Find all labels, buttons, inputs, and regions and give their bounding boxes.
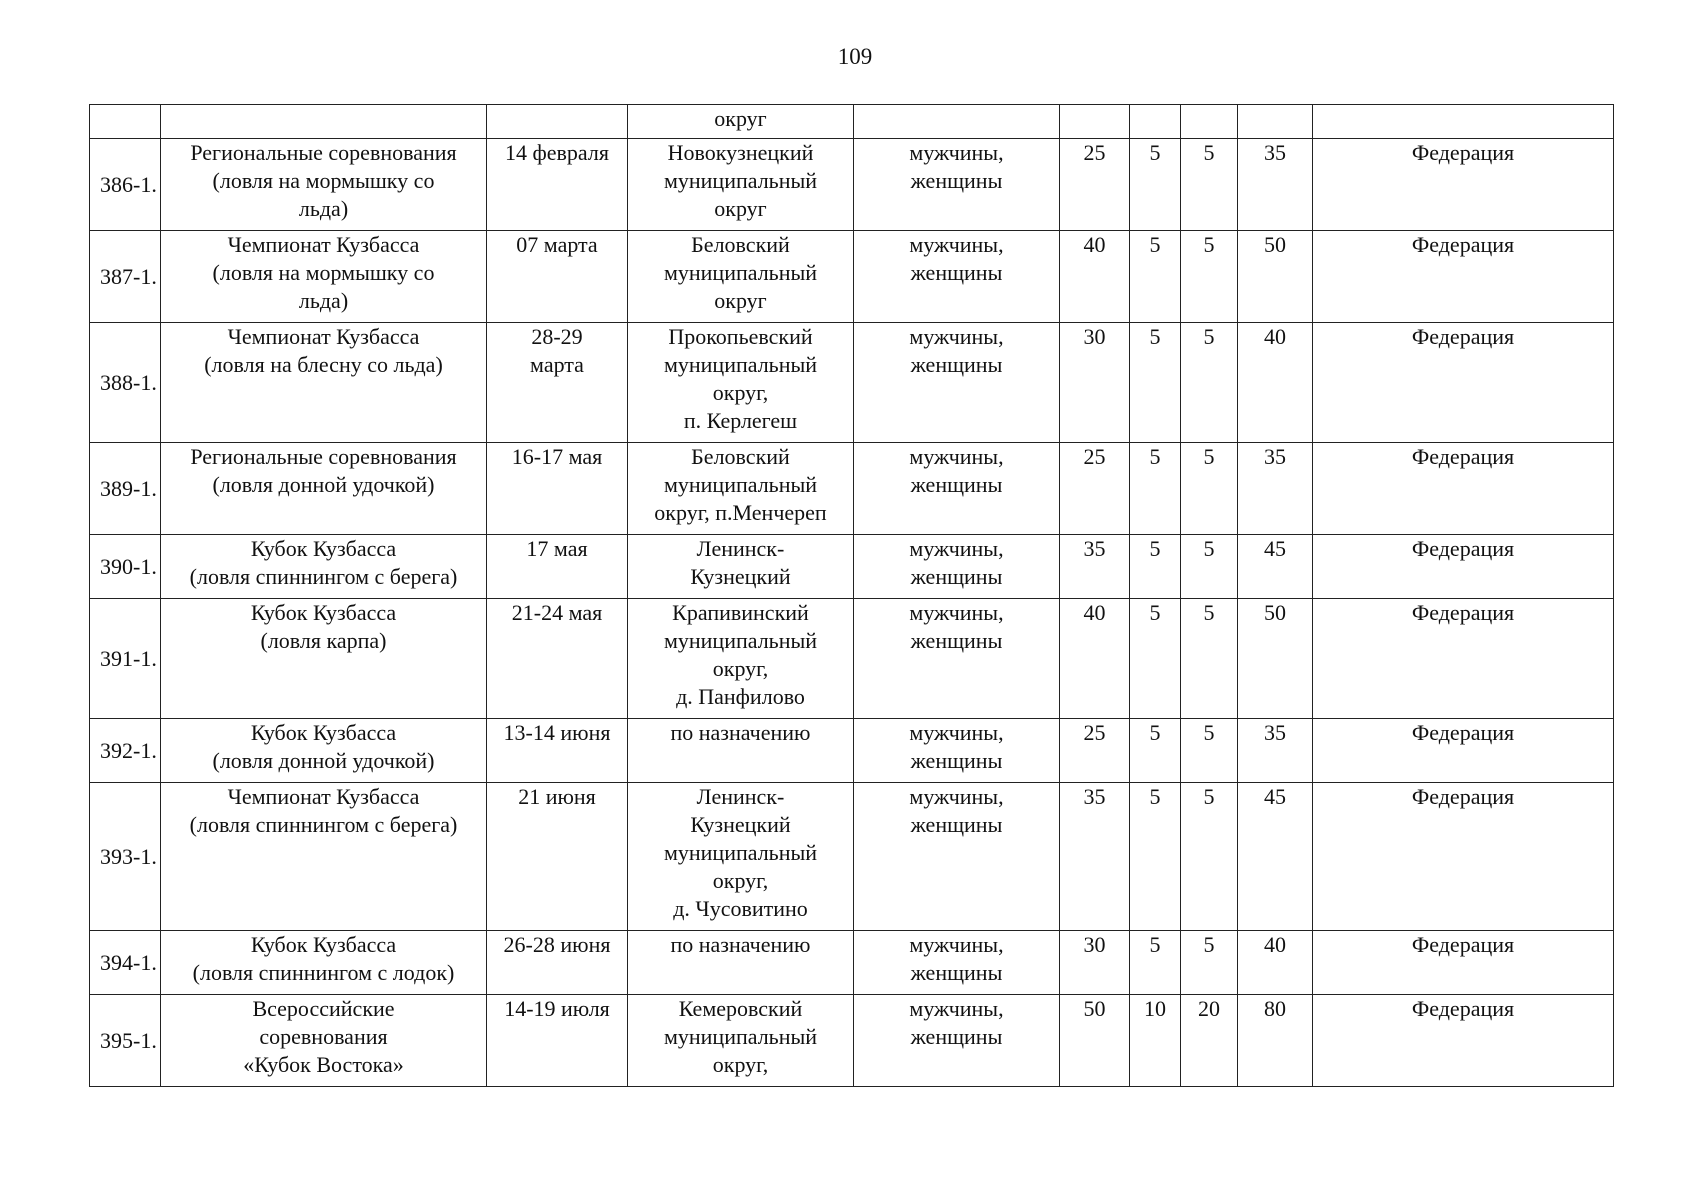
cell-total: 35	[1238, 443, 1313, 535]
cell-name: Чемпионат Кузбасса (ловля спиннингом с берега)	[161, 783, 487, 931]
cell-num: 391-1.	[90, 599, 161, 719]
cell-date: 28-29 марта	[487, 323, 628, 443]
cell-org: Федерация	[1313, 995, 1614, 1087]
cell-num: 389-1.	[90, 443, 161, 535]
table-row	[90, 719, 1614, 783]
cell-name: Чемпионат Кузбасса (ловля на блесну со льда)	[161, 323, 487, 443]
cell-n3: 5	[1181, 323, 1238, 443]
cell-name: Всероссийские соревнования «Кубок Востока»	[161, 995, 487, 1087]
events-table	[89, 104, 1614, 1087]
cell-n2	[1130, 105, 1181, 139]
table-row	[90, 995, 1614, 1087]
cell-name: Кубок Кузбасса (ловля спиннингом с берега)	[161, 535, 487, 599]
cell-name: Региональные соревнования (ловля донной удочкой)	[161, 443, 487, 535]
cell-n2: 5	[1130, 599, 1181, 719]
cell-n2: 5	[1130, 719, 1181, 783]
cell-org: Федерация	[1313, 931, 1614, 995]
cell-n3	[1181, 105, 1238, 139]
cell-n1: 35	[1060, 535, 1130, 599]
cell-participants: мужчины, женщины	[854, 443, 1060, 535]
cell-participants: мужчины, женщины	[854, 995, 1060, 1087]
cell-participants: мужчины, женщины	[854, 719, 1060, 783]
cell-num: 387-1.	[90, 231, 161, 323]
cell-n3: 5	[1181, 231, 1238, 323]
page-number: 109	[837, 44, 873, 69]
cell-n1: 25	[1060, 139, 1130, 231]
cell-n3: 5	[1181, 931, 1238, 995]
cell-n1: 30	[1060, 931, 1130, 995]
cell-name: Кубок Кузбасса (ловля спиннингом с лодок)	[161, 931, 487, 995]
cell-participants	[854, 105, 1060, 139]
cell-place: по назначению	[628, 719, 854, 783]
cell-name: Региональные соревнования (ловля на мормышку со льда)	[161, 139, 487, 231]
cell-n1: 25	[1060, 719, 1130, 783]
cell-num: 388-1.	[90, 323, 161, 443]
cell-total: 35	[1238, 719, 1313, 783]
cell-num: 392-1.	[90, 719, 161, 783]
cell-num	[90, 105, 161, 139]
cell-total: 45	[1238, 783, 1313, 931]
cell-place: округ	[628, 105, 854, 139]
cell-participants: мужчины, женщины	[854, 231, 1060, 323]
cell-n1: 35	[1060, 783, 1130, 931]
cell-date: 26-28 июня	[487, 931, 628, 995]
cell-place: Новокузнецкий муниципальный округ	[628, 139, 854, 231]
table-row	[90, 783, 1614, 931]
cell-n3: 5	[1181, 535, 1238, 599]
cell-total: 40	[1238, 931, 1313, 995]
cell-place: Крапивинский муниципальный округ, д. Панфилово	[628, 599, 854, 719]
cell-name: Чемпионат Кузбасса (ловля на мормышку со льда)	[161, 231, 487, 323]
cell-org: Федерация	[1313, 443, 1614, 535]
cell-name: Кубок Кузбасса (ловля донной удочкой)	[161, 719, 487, 783]
cell-total: 45	[1238, 535, 1313, 599]
cell-name: Кубок Кузбасса (ловля карпа)	[161, 599, 487, 719]
cell-n2: 5	[1130, 139, 1181, 231]
table-row	[90, 139, 1614, 231]
cell-n3: 5	[1181, 443, 1238, 535]
cell-date: 16-17 мая	[487, 443, 628, 535]
cell-place: Ленинск- Кузнецкий муниципальный округ, д. Чусовитино	[628, 783, 854, 931]
table-row	[90, 323, 1614, 443]
cell-name	[161, 105, 487, 139]
cell-place: Ленинск- Кузнецкий	[628, 535, 854, 599]
cell-participants: мужчины, женщины	[854, 139, 1060, 231]
table-row	[90, 599, 1614, 719]
cell-org: Федерация	[1313, 599, 1614, 719]
table-row	[90, 231, 1614, 323]
cell-n1: 40	[1060, 599, 1130, 719]
cell-org: Федерация	[1313, 535, 1614, 599]
cell-total: 50	[1238, 599, 1313, 719]
table-row	[90, 535, 1614, 599]
cell-n2: 5	[1130, 931, 1181, 995]
cell-n1: 30	[1060, 323, 1130, 443]
cell-date: 21 июня	[487, 783, 628, 931]
cell-n3: 5	[1181, 719, 1238, 783]
cell-n2: 5	[1130, 231, 1181, 323]
cell-org	[1313, 105, 1614, 139]
cell-total: 80	[1238, 995, 1313, 1087]
cell-n3: 5	[1181, 599, 1238, 719]
cell-total	[1238, 105, 1313, 139]
cell-num: 394-1.	[90, 931, 161, 995]
cell-place: Прокопьевский муниципальный округ, п. Керлегеш	[628, 323, 854, 443]
cell-date	[487, 105, 628, 139]
cell-date: 13-14 июня	[487, 719, 628, 783]
cell-participants: мужчины, женщины	[854, 931, 1060, 995]
cell-participants: мужчины, женщины	[854, 535, 1060, 599]
cell-place: Кемеровский муниципальный округ,	[628, 995, 854, 1087]
cell-date: 21-24 мая	[487, 599, 628, 719]
cell-org: Федерация	[1313, 323, 1614, 443]
cell-n2: 5	[1130, 443, 1181, 535]
table-row	[90, 443, 1614, 535]
cell-participants: мужчины, женщины	[854, 783, 1060, 931]
cell-n2: 5	[1130, 535, 1181, 599]
cell-participants: мужчины, женщины	[854, 599, 1060, 719]
cell-n1: 40	[1060, 231, 1130, 323]
cell-date: 17 мая	[487, 535, 628, 599]
cell-total: 50	[1238, 231, 1313, 323]
cell-n3: 5	[1181, 783, 1238, 931]
cell-org: Федерация	[1313, 719, 1614, 783]
cell-org: Федерация	[1313, 783, 1614, 931]
cell-place: по назначению	[628, 931, 854, 995]
table-row	[90, 931, 1614, 995]
cell-org: Федерация	[1313, 139, 1614, 231]
cell-num: 390-1.	[90, 535, 161, 599]
cell-n2: 5	[1130, 323, 1181, 443]
cell-participants: мужчины, женщины	[854, 323, 1060, 443]
cell-date: 07 марта	[487, 231, 628, 323]
cell-n1: 50	[1060, 995, 1130, 1087]
cell-date: 14-19 июля	[487, 995, 628, 1087]
cell-n2: 10	[1130, 995, 1181, 1087]
cell-num: 395-1.	[90, 995, 161, 1087]
cell-n3: 5	[1181, 139, 1238, 231]
cell-n3: 20	[1181, 995, 1238, 1087]
cell-place: Беловский муниципальный округ, п.Менчереп	[628, 443, 854, 535]
cell-date: 14 февраля	[487, 139, 628, 231]
table-row-continuation	[90, 105, 1614, 139]
cell-total: 35	[1238, 139, 1313, 231]
cell-num: 386-1.	[90, 139, 161, 231]
cell-n1	[1060, 105, 1130, 139]
cell-total: 40	[1238, 323, 1313, 443]
cell-place: Беловский муниципальный округ	[628, 231, 854, 323]
cell-org: Федерация	[1313, 231, 1614, 323]
cell-n1: 25	[1060, 443, 1130, 535]
cell-n2: 5	[1130, 783, 1181, 931]
cell-num: 393-1.	[90, 783, 161, 931]
